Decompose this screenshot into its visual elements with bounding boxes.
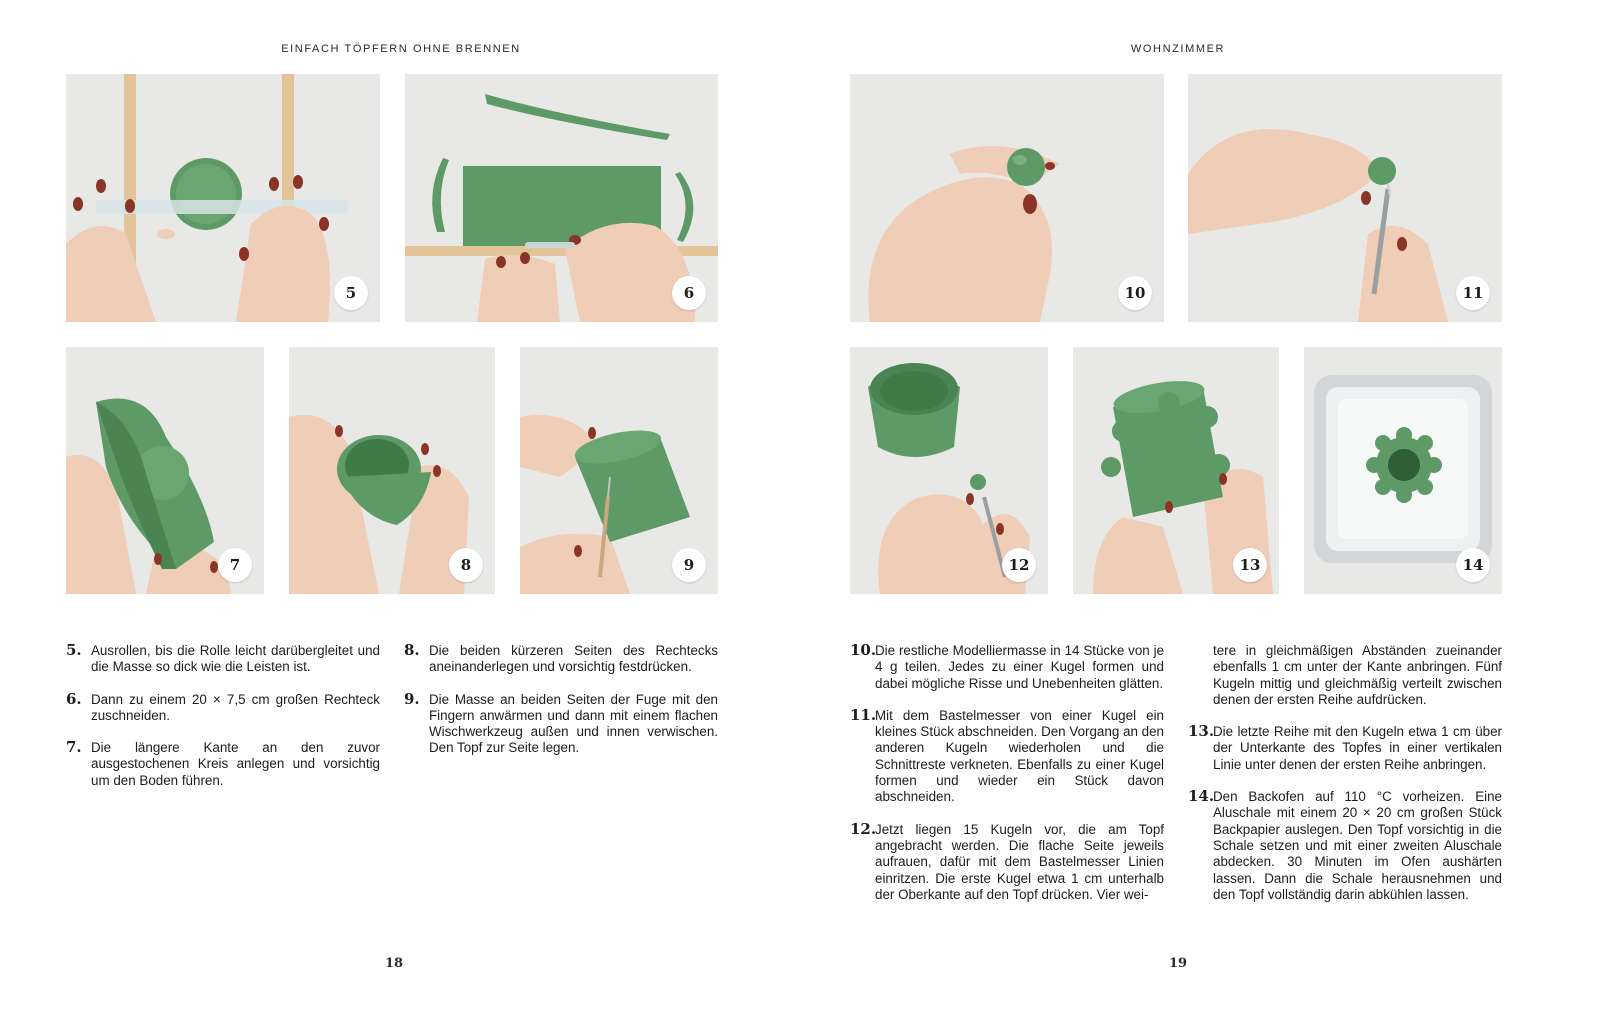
step-text: Die beiden kürzeren Seiten des Rechtecks aneinanderlegen und vorsichtig festdrücken. <box>429 643 718 675</box>
step-photo-13 <box>1073 347 1279 594</box>
right-text-column-2 <box>1188 643 1502 919</box>
step-8 <box>404 643 718 676</box>
step-badge-11: 11 <box>1456 276 1490 310</box>
step-number: 14. <box>1188 787 1215 806</box>
step-text: Mit dem Bastelmesser von einer Kugel ein kleines Stück abschneiden. Den Vorgang an den anderen Kugeln wiederholen und die Schnittreste verkneten. Ebenfalls zu einer Kugel formen und wieder ein Stück davon abschneiden. <box>875 707 1164 805</box>
step-6 <box>66 689 380 725</box>
step-number: 6. <box>66 689 82 708</box>
step-badge-10: 10 <box>1118 276 1152 310</box>
step-badge-5: 5 <box>334 276 368 310</box>
step-7 <box>66 740 380 789</box>
step-photo-9 <box>520 347 718 594</box>
step-text: Den Backofen auf 110 °C vorheizen. Eine Aluschale mit einem 20 × 20 cm großen Stück Backpapier auslegen. Den Topf vorsichtig in die Schale setzen und mit einer zweiten Aluschale abdecken. 30 Minuten im Ofen aushärten lassen. Dann die Schale herausnehmen und den Topf vollständig darin abkühlen lassen. <box>1213 789 1502 902</box>
step-number: 13. <box>1188 722 1215 741</box>
step-number: 5. <box>66 641 82 659</box>
left-text-column-2 <box>404 643 718 773</box>
step-12-continued <box>1188 643 1502 708</box>
step-5 <box>66 643 380 676</box>
left-text-column-1 <box>66 643 380 805</box>
step-text: Jetzt liegen 15 Kugeln vor, die am Topf angebracht werden. Die flache Seite jeweils aufrauen, dafür mit dem Bastelmesser Linien einritzen. Die erste Kugel etwa 1 cm unterhalb der Oberkante auf den Topf drücken. Vier wei- <box>875 821 1164 902</box>
running-head-right: WOHNZIMMER <box>1130 43 1226 55</box>
step-text: Dann zu einem 20 × 7,5 cm großen Rechteck zuschneiden. <box>91 691 380 723</box>
step-number: 10. <box>850 641 877 659</box>
step-number: 11. <box>850 705 877 724</box>
step-text: Die restliche Modelliermasse in 14 Stücke von je 4 g teilen. Jedes zu einer Kugel formen und dabei mögliche Risse und Unebenheiten glätten. <box>875 643 1164 691</box>
step-photo-7 <box>66 347 264 594</box>
step-badge-13: 13 <box>1233 548 1267 582</box>
cutting-ball-illustration <box>1188 74 1502 322</box>
step-14 <box>1188 789 1502 903</box>
step-badge-14: 14 <box>1456 548 1490 582</box>
step-number: 12. <box>850 819 877 838</box>
step-photo-6 <box>405 74 718 322</box>
step-text: Die Masse an beiden Seiten der Fuge mit den Fingern anwärmen und dann mit einem flachen Wischwerkzeug außen und innen verwischen. Den Topf zur Seite legen. <box>429 691 718 756</box>
forming-ball-illustration <box>850 74 1164 322</box>
step-number: 9. <box>404 689 420 708</box>
step-badge-6: 6 <box>672 276 706 310</box>
page-number-right: 19 <box>1169 956 1188 971</box>
step-text: Die längere Kante an den zuvor ausgestochenen Kreis anlegen und vorsichtig um den Boden führen. <box>91 740 380 788</box>
page-number-left: 18 <box>385 956 404 971</box>
step-11 <box>850 705 1164 806</box>
step-badge-12: 12 <box>1002 548 1036 582</box>
step-text: Ausrollen, bis die Rolle leicht darübergleitet und die Masse so dick wie die Leisten ist. <box>91 643 380 675</box>
step-number: 8. <box>404 641 420 659</box>
step-13 <box>1188 724 1502 773</box>
step-photo-11 <box>1188 74 1502 322</box>
step-9 <box>404 689 718 757</box>
right-text-column-1 <box>850 643 1164 919</box>
step-photo-12 <box>850 347 1048 594</box>
step-photo-5 <box>66 74 380 322</box>
step-text: tere in gleichmäßigen Abständen zueinander ebenfalls 1 cm unter der Kante anbringen. Fünf Kugeln mittig und gleichmäßig verteilt zwischen denen der ersten Reihe aufdrücken. <box>1213 643 1502 707</box>
rolling-slab-illustration <box>66 74 380 322</box>
step-photo-10 <box>850 74 1164 322</box>
step-badge-9: 9 <box>672 548 706 582</box>
step-photo-14 <box>1304 347 1502 594</box>
step-number: 7. <box>66 738 82 757</box>
step-badge-8: 8 <box>449 548 483 582</box>
cutting-rectangle-illustration <box>405 74 718 322</box>
step-photo-8 <box>289 347 495 594</box>
running-head-left: EINFACH TÖPFERN OHNE BRENNEN <box>281 43 521 55</box>
step-badge-7: 7 <box>218 548 252 582</box>
step-10 <box>850 643 1164 692</box>
step-12 <box>850 819 1164 903</box>
right-page <box>800 0 1600 1010</box>
step-text: Die letzte Reihe mit den Kugeln etwa 1 cm über der Unterkante des Topfes in einer vertikalen Linie unter denen der ersten Reihe anbringen. <box>1213 724 1502 772</box>
